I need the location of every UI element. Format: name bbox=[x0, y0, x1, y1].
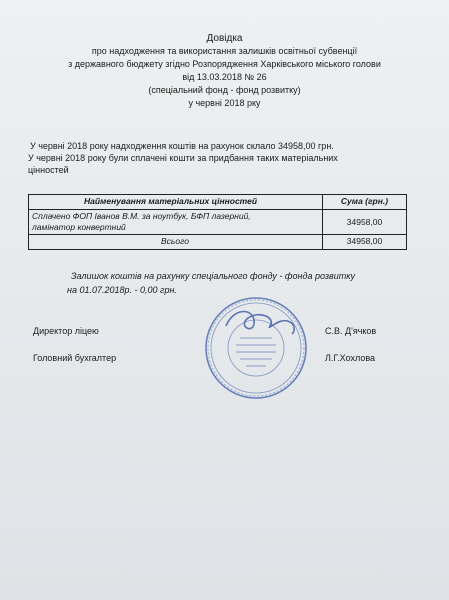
balance-line-1: Залишок коштів на рахунку спеціального фонду - фонда розвитку bbox=[71, 271, 355, 281]
signature-role-accountant: Головний бухгалтер bbox=[33, 353, 117, 363]
table-header-row bbox=[29, 195, 406, 210]
table-cell-amount: 34958,00 bbox=[346, 217, 383, 227]
balance-line-2: на 01.07.2018р. - 0,00 грн. bbox=[67, 285, 177, 295]
paid-text-line-1: У червні 2018 року були сплачені кошти за придбання таких матеріальних bbox=[28, 153, 338, 163]
header-line-4: (спеціальний фонд - фонд розвитку) bbox=[148, 85, 301, 95]
table-total-amount: 34958,00 bbox=[346, 236, 383, 246]
table-cell-name bbox=[29, 210, 323, 234]
item-name-line-2: ламінатор конвертний bbox=[32, 222, 126, 232]
item-name-line-1: Сплачено ФОП Іванов В.М. за ноутбук, БФП лазерний, bbox=[32, 211, 251, 221]
header-line-3: від 13.03.2018 № 26 bbox=[182, 72, 267, 82]
signature-role-director: Директор ліцею bbox=[33, 326, 99, 336]
materials-table bbox=[28, 194, 407, 250]
table-total-row bbox=[29, 235, 406, 249]
header-line-5: у червні 2018 рку bbox=[188, 98, 261, 108]
official-stamp-icon bbox=[204, 296, 308, 400]
header-line-1: про надходження та використання залишків освітньої субвенції bbox=[91, 46, 358, 56]
paid-text-line-2: цінностей bbox=[28, 165, 69, 175]
signature-name-director: С.В. Д'ячков bbox=[325, 326, 377, 336]
table-header-name: Найменування матеріальних цінностей bbox=[29, 195, 323, 209]
header-line-2: з державного бюджету згідно Розпорядження Харківського міського голови bbox=[68, 59, 381, 69]
table-row bbox=[29, 210, 406, 235]
table-total-label: Всього bbox=[29, 235, 323, 249]
table-header-amount: Сума (грн.) bbox=[340, 196, 389, 206]
document-title: Довідка bbox=[206, 33, 243, 44]
receipt-text: У червні 2018 року надходження коштів на рахунок склало 34958,00 грн. bbox=[30, 141, 334, 151]
signature-name-accountant: Л.Г.Хохлова bbox=[325, 353, 376, 363]
